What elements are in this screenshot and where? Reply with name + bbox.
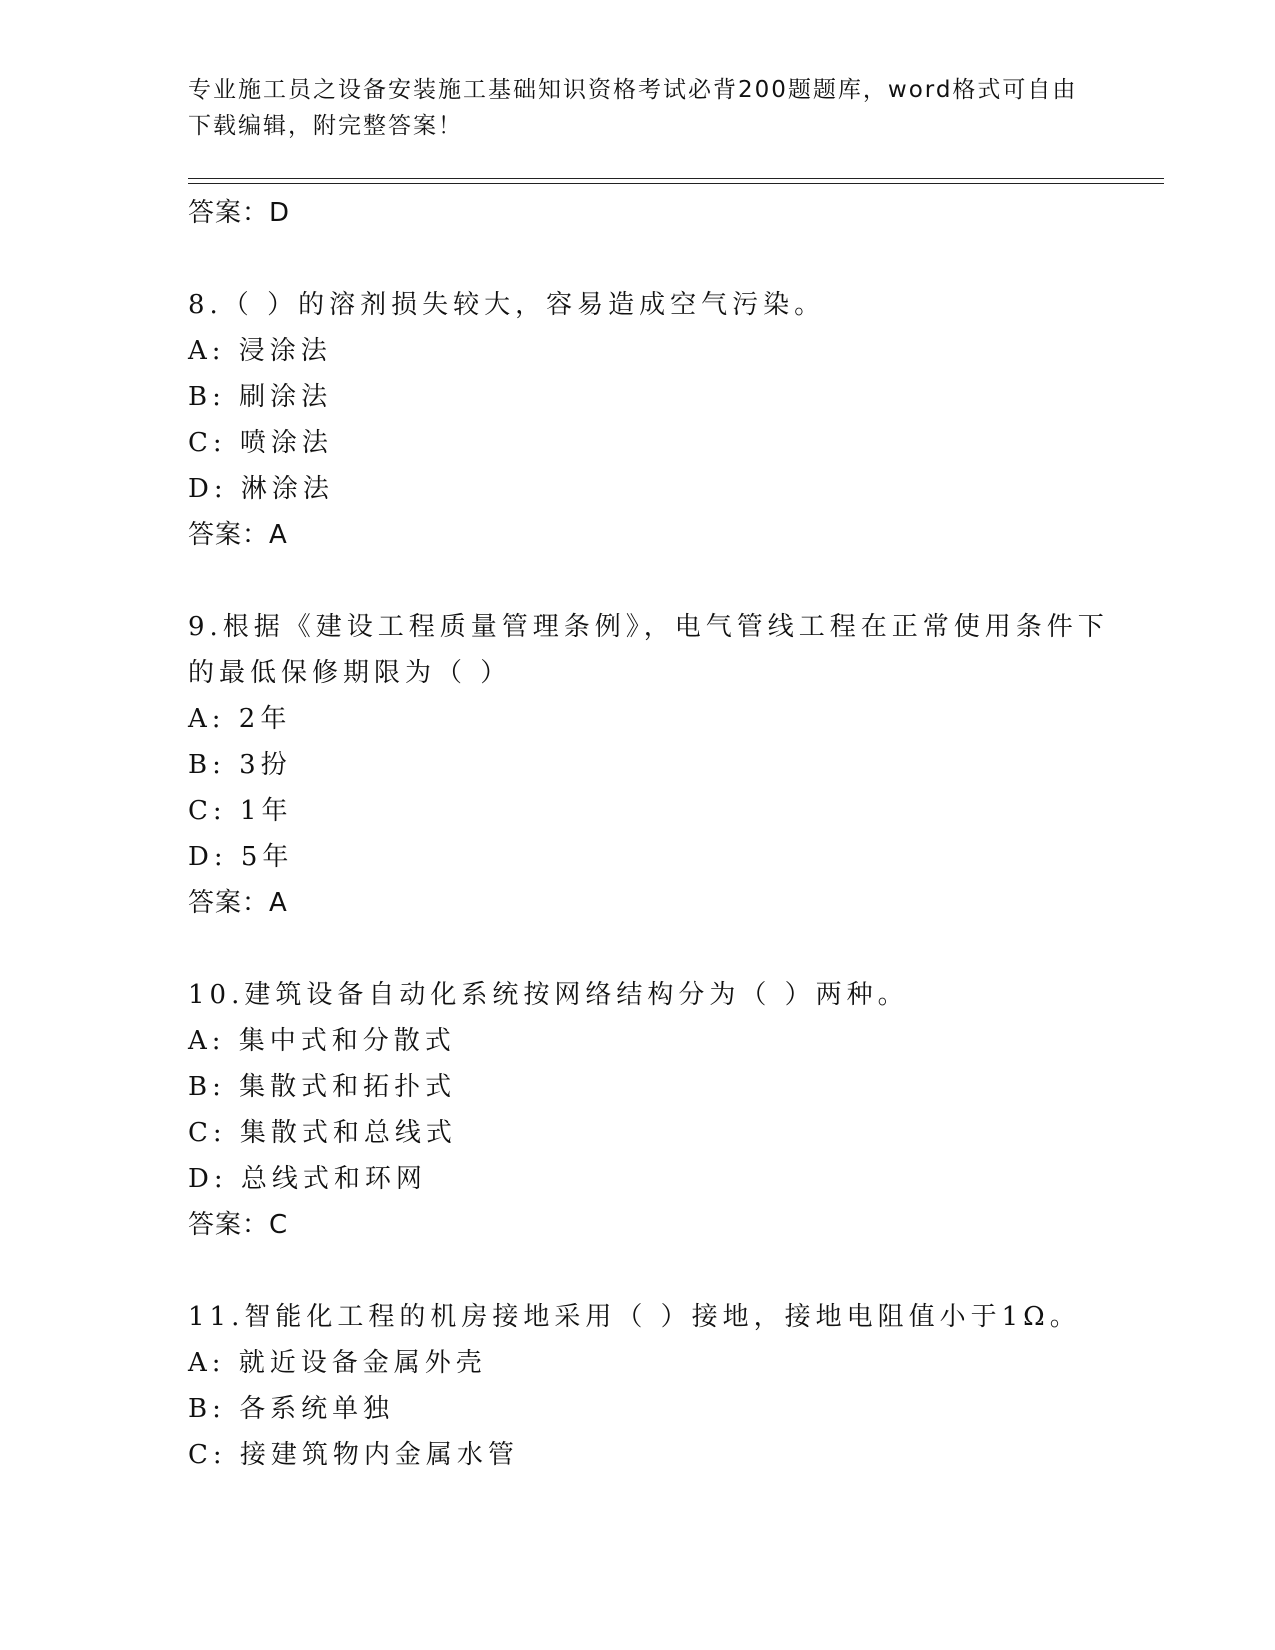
question-stem: 10.建筑设备自动化系统按网络结构分为（ ）两种。 (188, 980, 909, 1010)
header-divider-top (188, 178, 1164, 179)
spacer (188, 926, 1088, 972)
document-header (188, 72, 1088, 144)
answer: 答案：A (188, 520, 288, 550)
question-9 (188, 604, 1109, 926)
question-list (188, 190, 1109, 1478)
option-c: C: 接建筑物内金属水管 (188, 1440, 519, 1470)
question-stem: 8.（ ）的溶剂损失较大，容易造成空气污染。 (188, 290, 826, 320)
option-d: D: 5年 (188, 842, 294, 872)
option-b: B: 集散式和拓扑式 (188, 1072, 457, 1102)
spacer (188, 1248, 1088, 1294)
option-b: B: 各系统单独 (188, 1394, 395, 1424)
answer: 答案：A (188, 888, 288, 918)
header-line-2: 下载编辑，附完整答案！ (188, 113, 463, 139)
option-b: B: 刷涂法 (188, 382, 333, 412)
option-a: A: 就近设备金属外壳 (188, 1348, 487, 1378)
question-11 (188, 1294, 1088, 1478)
option-c: C: 集散式和总线式 (188, 1118, 457, 1148)
option-a: A: 2年 (188, 704, 292, 734)
option-d: D: 总线式和环网 (188, 1164, 427, 1194)
question-stem-line-2: 的最低保修期限为（ ） (188, 658, 512, 688)
previous-answer: 答案：D (188, 198, 291, 228)
option-b: B: 3扮 (188, 750, 292, 780)
answer: 答案：C (188, 1210, 289, 1240)
option-c: C: 喷涂法 (188, 428, 333, 458)
option-a: A: 浸涂法 (188, 336, 332, 366)
question-stem: 11.智能化工程的机房接地采用（ ）接地，接地电阻值小于1Ω。 (188, 1302, 1081, 1332)
question-stem-line-1: 9.根据《建设工程质量管理条例》，电气管线工程在正常使用条件下 (188, 612, 1109, 642)
question-8 (188, 282, 1088, 558)
question-10 (188, 972, 1088, 1248)
spacer (188, 236, 1088, 282)
header-line-1: 专业施工员之设备安装施工基础知识资格考试必背200题题库，word格式可自由 (188, 77, 1078, 103)
option-d: D: 淋涂法 (188, 474, 334, 504)
header-divider-bottom (188, 183, 1164, 184)
option-c: C: 1年 (188, 796, 293, 826)
option-a: A: 集中式和分散式 (188, 1026, 456, 1056)
spacer (188, 558, 1088, 604)
